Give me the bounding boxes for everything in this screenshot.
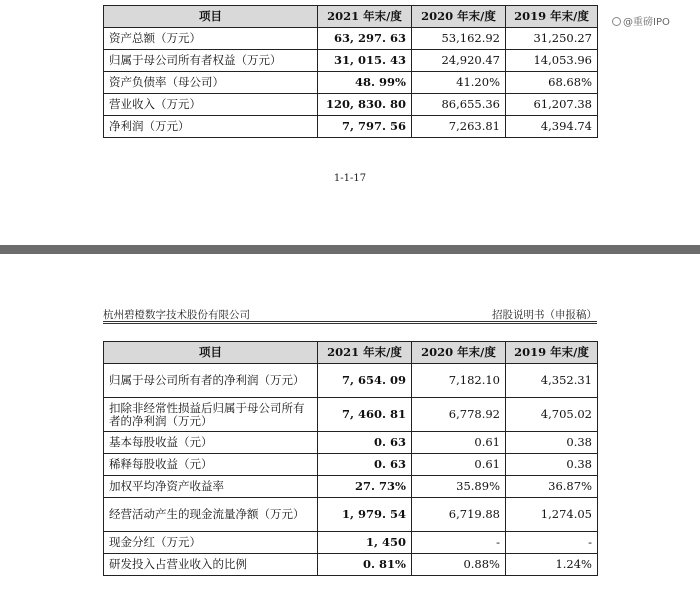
document-type: 招股说明书（申报稿） [492, 309, 597, 321]
value-2019: 0.38 [506, 454, 598, 476]
value-2019: 0.38 [506, 432, 598, 454]
value-2020: 53,162.92 [412, 28, 506, 50]
value-2019: 1,274.05 [506, 498, 598, 532]
document-header [103, 307, 597, 322]
value-2021: 120, 830. 80 [318, 94, 412, 116]
row-label: 基本每股收益（元） [104, 432, 318, 454]
value-2021: 1, 450 [318, 532, 412, 554]
header-item: 项目 [104, 6, 318, 28]
value-2021: 0. 81% [318, 554, 412, 576]
value-2020: 6,778.92 [412, 398, 506, 432]
value-2019: 61,207.38 [506, 94, 598, 116]
row-label: 加权平均净资产收益率 [104, 476, 318, 498]
value-2019: 31,250.27 [506, 28, 598, 50]
header-item: 项目 [104, 342, 318, 364]
row-label: 现金分红（万元） [104, 532, 318, 554]
financial-table-2 [103, 341, 598, 576]
value-2021: 31, 015. 43 [318, 50, 412, 72]
page-separator [0, 245, 700, 254]
row-label: 扣除非经常性损益后归属于母公司所有者的净利润（万元） [104, 398, 318, 432]
header-2019: 2019 年末/度 [506, 6, 598, 28]
row-label: 净利润（万元） [104, 116, 318, 138]
row-label: 研发投入占营业收入的比例 [104, 554, 318, 576]
value-2021: 1, 979. 54 [318, 498, 412, 532]
table-row [104, 398, 598, 432]
table-row [104, 28, 598, 50]
row-label: 归属于母公司所有者的净利润（万元） [104, 364, 318, 398]
company-name: 杭州碧橙数字技术股份有限公司 [103, 309, 250, 321]
header-2020: 2020 年末/度 [412, 342, 506, 364]
value-2021: 7, 797. 56 [318, 116, 412, 138]
row-label: 稀释每股收益（元） [104, 454, 318, 476]
header-2019: 2019 年末/度 [506, 342, 598, 364]
value-2020: - [412, 532, 506, 554]
value-2020: 7,182.10 [412, 364, 506, 398]
header-2020: 2020 年末/度 [412, 6, 506, 28]
table-row [104, 454, 598, 476]
row-label: 经营活动产生的现金流量净额（万元） [104, 498, 318, 532]
value-2020: 6,719.88 [412, 498, 506, 532]
value-2020: 86,655.36 [412, 94, 506, 116]
row-label: 营业收入（万元） [104, 94, 318, 116]
value-2021: 27. 73% [318, 476, 412, 498]
value-2020: 24,920.47 [412, 50, 506, 72]
row-label: 资产负债率（母公司） [104, 72, 318, 94]
table-row [104, 116, 598, 138]
watermark-text: @重磅IPO [623, 17, 670, 28]
table-row [104, 498, 598, 532]
table-row [104, 50, 598, 72]
table-row [104, 94, 598, 116]
table-row [104, 532, 598, 554]
table-header-row [104, 342, 598, 364]
table-row [104, 364, 598, 398]
value-2019: 36.87% [506, 476, 598, 498]
value-2019: 4,352.31 [506, 364, 598, 398]
watermark [612, 13, 670, 28]
value-2020: 7,263.81 [412, 116, 506, 138]
value-2019: 1.24% [506, 554, 598, 576]
value-2019: - [506, 532, 598, 554]
table-header-row [104, 6, 598, 28]
value-2019: 68.68% [506, 72, 598, 94]
value-2021: 0. 63 [318, 432, 412, 454]
header-2021: 2021 年末/度 [318, 342, 412, 364]
value-2020: 41.20% [412, 72, 506, 94]
row-label: 归属于母公司所有者权益（万元） [104, 50, 318, 72]
header-rule [103, 323, 597, 324]
value-2019: 4,394.74 [506, 116, 598, 138]
value-2021: 7, 654. 09 [318, 364, 412, 398]
table-row [104, 72, 598, 94]
value-2020: 0.61 [412, 432, 506, 454]
table-row [104, 554, 598, 576]
value-2021: 48. 99% [318, 72, 412, 94]
table-row [104, 476, 598, 498]
value-2020: 0.88% [412, 554, 506, 576]
value-2019: 14,053.96 [506, 50, 598, 72]
header-2021: 2021 年末/度 [318, 6, 412, 28]
value-2020: 0.61 [412, 454, 506, 476]
table-row [104, 432, 598, 454]
value-2021: 0. 63 [318, 454, 412, 476]
document-page-top [0, 0, 700, 245]
value-2021: 63, 297. 63 [318, 28, 412, 50]
value-2020: 35.89% [412, 476, 506, 498]
financial-table-1 [103, 5, 598, 138]
watermark-logo-icon [612, 17, 621, 26]
value-2019: 4,705.02 [506, 398, 598, 432]
value-2021: 7, 460. 81 [318, 398, 412, 432]
row-label: 资产总额（万元） [104, 28, 318, 50]
page-number: 1-1-17 [333, 173, 367, 184]
